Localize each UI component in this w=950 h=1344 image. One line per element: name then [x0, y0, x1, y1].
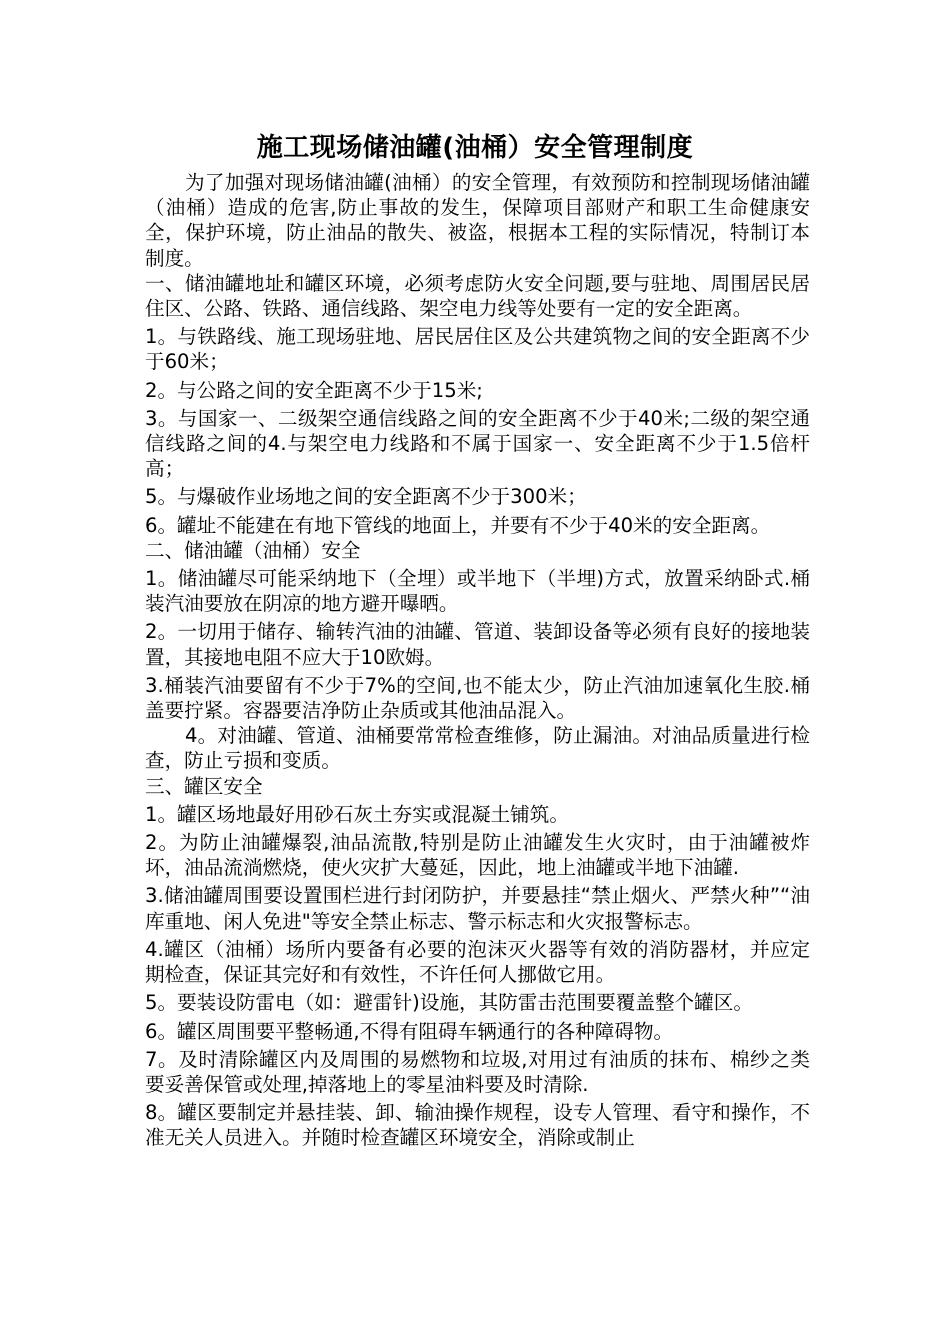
paragraph-item: 6。罐区周围要平整畅通,不得有阻碍车辆通行的各种障碍物。	[145, 1019, 674, 1043]
paragraph-item: 8。罐区要制定并悬挂装、卸、输油操作规程，设专人管理、看守和操作，不准无关人员进入。并随时检查罐区环境安全，消除或制止	[145, 1101, 810, 1150]
paragraph-item: 3.储油罐周围要设置围栏进行封闭防护，并要悬挂“禁止烟火、严禁火种”“油库重地、闲人免进"等安全禁止标志、警示标志和火灾报警标志。	[145, 884, 810, 933]
paragraph-item: 3。与国家一、二级架空通信线路之间的安全距离不少于40米;二级的架空通信线路之间的4.与架空电力线路和不属于国家一、安全距离不少于1.5倍杆高；	[145, 406, 810, 481]
paragraph-section-2-heading: 二、储油罐（油桶）安全	[145, 538, 361, 562]
paragraph-section-3-heading: 三、罐区安全	[145, 774, 263, 798]
paragraph-item: 2。与公路之间的安全距离不少于15米;	[145, 378, 483, 402]
paragraph-item: 6。罐址不能建在有地下管线的地面上，并要有不少于40米的安全距离。	[145, 513, 771, 537]
paragraph-item: 7。及时清除罐区内及周围的易燃物和垃圾,对用过有油质的抹布、棉纱之类要妥善保管或处理,掉落地上的零星油料要及时清除.	[145, 1047, 810, 1096]
paragraph-intro: 为了加强对现场储油罐(油桶）的安全管理，有效预防和控制现场储油罐（油桶）造成的危害,防止事故的发生，保障项目部财产和职工生命健康安全，保护环境，防止油品的散失、被盗，根据本工程的实际情况，特制订本制度。	[145, 171, 810, 270]
paragraph-item: 3.桶装汽油要留有不少于7%的空间,也不能太少，防止汽油加速氧化生胶.桶盖要拧紧。容器要洁净防止杂质或其他油品混入。	[145, 673, 810, 723]
paragraph-item: 1。储油罐尽可能采纳地下（全埋）或半地下（半埋)方式，放置采纳卧式.桶装汽油要放在阴凉的地方避开曝晒。	[145, 567, 810, 616]
paragraph-item: 4。对油罐、管道、油桶要常常检查维修，防止漏油。对油品质量进行检查，防止亏损和变质。	[145, 724, 810, 773]
document-title: 施工现场储油罐(油桶）安全管理制度	[256, 133, 694, 163]
paragraph-item: 1。罐区场地最好用砂石灰土夯实或混凝土铺筑。	[145, 802, 569, 826]
paragraph-item: 2。为防止油罐爆裂,油品流散,特别是防止油罐发生火灾时，由于油罐被炸坏，油品流淌燃烧，使火灾扩大蔓延，因此，地上油罐或半地下油罐.	[145, 831, 810, 880]
document-body	[145, 170, 810, 1151]
paragraph-item: 2。一切用于储存、输转汽油的油罐、管道、装卸设备等必须有良好的接地装置，其接地电阻不应大于10欧姆。	[145, 620, 810, 669]
paragraph-item: 4.罐区（油桶）场所内要备有必要的泡沫灭火器等有效的消防器材，并应定期检查，保证其完好和有效性，不许任何人挪做它用。	[145, 937, 810, 987]
paragraph-item: 5。要装设防雷电（如：避雷针)设施，其防雷击范围要覆盖整个罐区。	[145, 991, 753, 1015]
paragraph-section-1-heading: 一、储油罐地址和罐区环境，必须考虑防火安全问题,要与驻地、周围居民居住区、公路、铁路、通信线路、架空电力线等处要有一定的安全距离。	[145, 271, 810, 321]
paragraph-item: 5。与爆破作业场地之间的安全距离不少于300米；	[145, 485, 587, 509]
paragraph-item: 1。与铁路线、施工现场驻地、居民居住区及公共建筑物之间的安全距离不少于60米；	[145, 325, 810, 374]
